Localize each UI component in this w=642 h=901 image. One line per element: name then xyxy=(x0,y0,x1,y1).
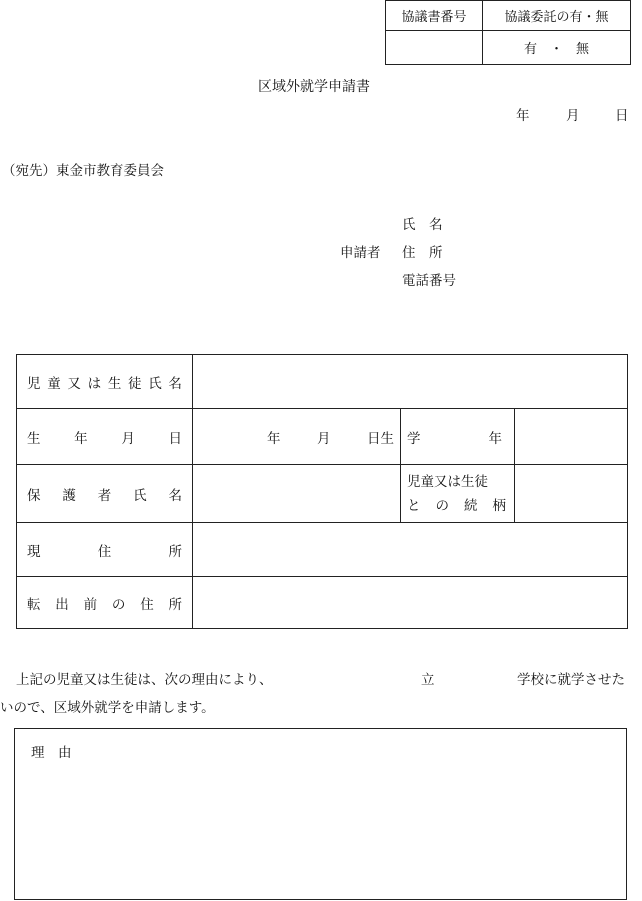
birthdate-label-cell xyxy=(17,409,193,465)
statement-text-4: いので、区域外就学を申請します。 xyxy=(0,700,215,716)
label-char: 名 xyxy=(168,375,182,392)
label-char: 名 xyxy=(168,487,182,504)
applicant-label: 申請者 xyxy=(340,245,381,261)
label-char: 者 xyxy=(97,487,112,504)
label-char: 住 xyxy=(97,543,112,560)
reason-box[interactable] xyxy=(14,728,627,900)
guardian-name-field[interactable] xyxy=(193,465,401,523)
applicant-phone-label: 電話番号 xyxy=(402,273,456,289)
date-day: 日 xyxy=(615,108,629,124)
document-title: 区域外就学申請書 xyxy=(258,79,370,95)
statement-text-1: 上記の児童又は生徒は、次の理由により、 xyxy=(16,672,273,688)
label-char: 児 xyxy=(27,375,41,392)
label-char: 月 xyxy=(121,430,135,447)
label-char: は xyxy=(87,375,102,392)
statement-text-3: 学校に就学させた xyxy=(517,672,625,688)
agreement-commission-header: 協議委託の有・無 xyxy=(483,1,631,31)
label-char: の xyxy=(111,596,126,613)
applicant-name-label: 氏 名 xyxy=(402,217,443,233)
student-name-label-cell xyxy=(17,355,193,409)
label-char: の xyxy=(435,497,449,514)
label-char: 又 xyxy=(67,375,81,392)
label-char: 保 xyxy=(27,487,41,504)
label-char: 学 xyxy=(407,430,421,447)
label-char: 氏 xyxy=(133,487,147,504)
prior-address-label-cell xyxy=(17,577,193,629)
label-char: 生 xyxy=(27,430,41,447)
birth-year-unit: 年 xyxy=(267,430,281,447)
label-char: 現 xyxy=(27,543,41,560)
label-char: 日 xyxy=(168,430,182,447)
label-char: 住 xyxy=(140,596,154,613)
label-char: 所 xyxy=(168,543,182,560)
label-char: 前 xyxy=(83,596,98,613)
label-char: 氏 xyxy=(148,375,162,392)
date-month: 月 xyxy=(566,108,580,124)
current-address-field[interactable] xyxy=(193,523,628,577)
label-char: 出 xyxy=(55,596,69,613)
label-char: 年 xyxy=(488,430,502,447)
label-char: 童 xyxy=(47,375,61,392)
label-char: 柄 xyxy=(492,497,506,514)
date-year: 年 xyxy=(516,108,530,124)
grade-field[interactable] xyxy=(515,409,628,465)
label-char: 徒 xyxy=(128,375,142,392)
statement-text-2: 立 xyxy=(421,672,435,688)
label-char: 続 xyxy=(464,497,478,514)
birth-day-unit: 日生 xyxy=(367,430,394,447)
prior-address-field[interactable] xyxy=(193,577,628,629)
relation-label-cell xyxy=(401,465,515,523)
birth-month-unit: 月 xyxy=(317,430,331,447)
label-char: 転 xyxy=(27,596,41,613)
current-address-label-cell xyxy=(17,523,193,577)
birthdate-field[interactable] xyxy=(193,409,401,465)
reason-label: 理 由 xyxy=(31,745,72,761)
agreement-info-table xyxy=(385,0,631,65)
label-char: 年 xyxy=(74,430,88,447)
relation-label-line1: 児童又は生徒 xyxy=(407,473,488,490)
addressee: （宛先）東金市教育委員会 xyxy=(2,163,164,179)
agreement-number-cell[interactable] xyxy=(386,31,483,65)
student-name-field[interactable] xyxy=(193,355,628,409)
label-char: 生 xyxy=(107,375,122,392)
applicant-address-label: 住 所 xyxy=(402,245,443,261)
grade-label-cell xyxy=(401,409,515,465)
relation-field[interactable] xyxy=(515,465,628,523)
agreement-number-header: 協議書番号 xyxy=(386,1,483,31)
student-info-table xyxy=(16,354,628,629)
label-char: と xyxy=(407,497,421,514)
agreement-commission-value[interactable]: 有 ・ 無 xyxy=(483,31,631,65)
guardian-label-cell xyxy=(17,465,193,523)
label-char: 所 xyxy=(168,596,182,613)
label-char: 護 xyxy=(62,487,76,504)
